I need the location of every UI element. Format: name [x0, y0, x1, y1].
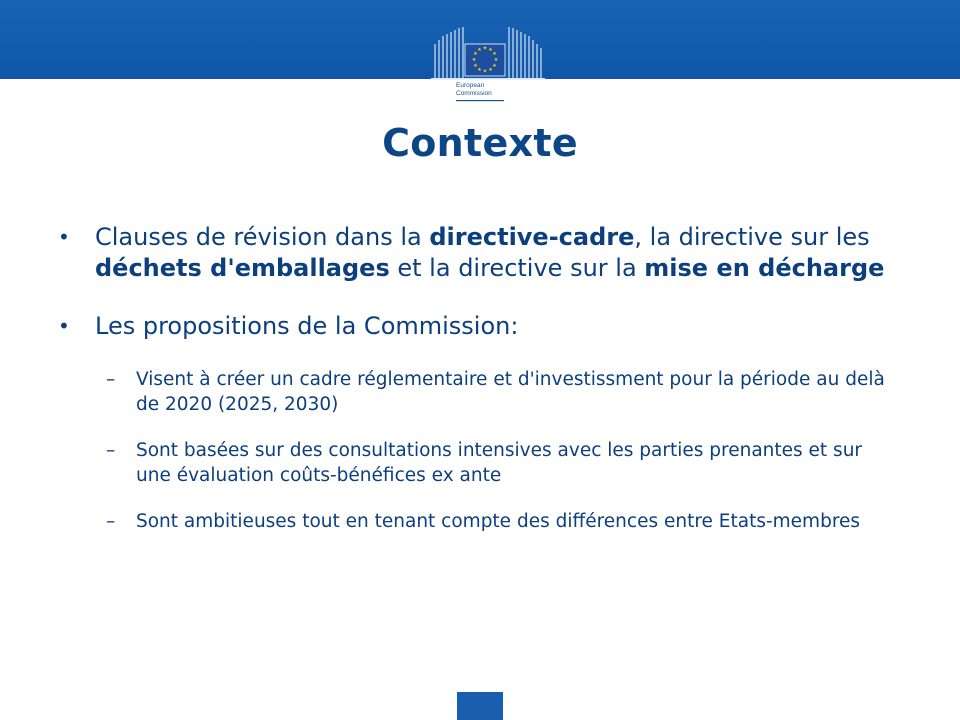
bullet-text-part: , la directive sur les	[634, 223, 870, 251]
logo-caption-line2: Commission	[456, 89, 492, 97]
bullet-dot: •	[58, 225, 70, 249]
sub-bullet-item	[106, 509, 896, 534]
svg-text:★: ★	[488, 67, 493, 73]
svg-text:★: ★	[477, 47, 482, 53]
svg-text:★: ★	[493, 57, 499, 63]
logo-caption-line1: European	[456, 82, 485, 89]
svg-text:★: ★	[492, 63, 497, 69]
svg-text:★: ★	[488, 47, 493, 53]
sub-bullet-item	[106, 438, 896, 488]
svg-text:★: ★	[492, 51, 497, 57]
bullet-text: Les propositions de la Commission:	[95, 312, 519, 340]
logo-caption	[456, 82, 526, 97]
bullet-item	[58, 222, 918, 284]
bullet-bold-part: mise en décharge	[644, 254, 885, 282]
footer-flag-box	[457, 692, 503, 720]
sub-bullet-text: Sont basées sur des consultations intensives avec les parties prenantes et sur une évaluation coûts-bénéfices ex ante	[136, 440, 863, 486]
bullet-list	[58, 222, 918, 534]
sub-bullet-item	[106, 367, 896, 417]
sub-bullet-text: Visent à créer un cadre réglementaire et d'investissment pour la période au delà de 2020 (2025, 2030)	[136, 369, 885, 415]
bullet-bold-part: déchets d'emballages	[95, 254, 390, 282]
svg-text:★: ★	[482, 45, 488, 52]
bullet-dot: •	[58, 314, 70, 338]
bullet-text-part: Clauses de révision dans la	[95, 223, 430, 251]
svg-text:★: ★	[471, 57, 477, 63]
slide-title: Contexte	[382, 121, 578, 165]
bullet-text-part: et la directive sur la	[389, 254, 645, 282]
sub-bullet-dash: –	[106, 440, 116, 461]
sub-bullet-dash: –	[106, 511, 116, 532]
bullet-item	[58, 311, 918, 342]
svg-text:★: ★	[473, 63, 478, 69]
svg-text:★: ★	[482, 68, 488, 75]
svg-text:★: ★	[473, 51, 478, 57]
sub-bullet-text: Sont ambitieuses tout en tenant compte des différences entre Etats-membres	[136, 511, 861, 532]
sub-bullet-dash: –	[106, 369, 116, 390]
svg-text:★: ★	[477, 67, 482, 73]
bullet-bold-part: directive-cadre	[429, 223, 635, 251]
